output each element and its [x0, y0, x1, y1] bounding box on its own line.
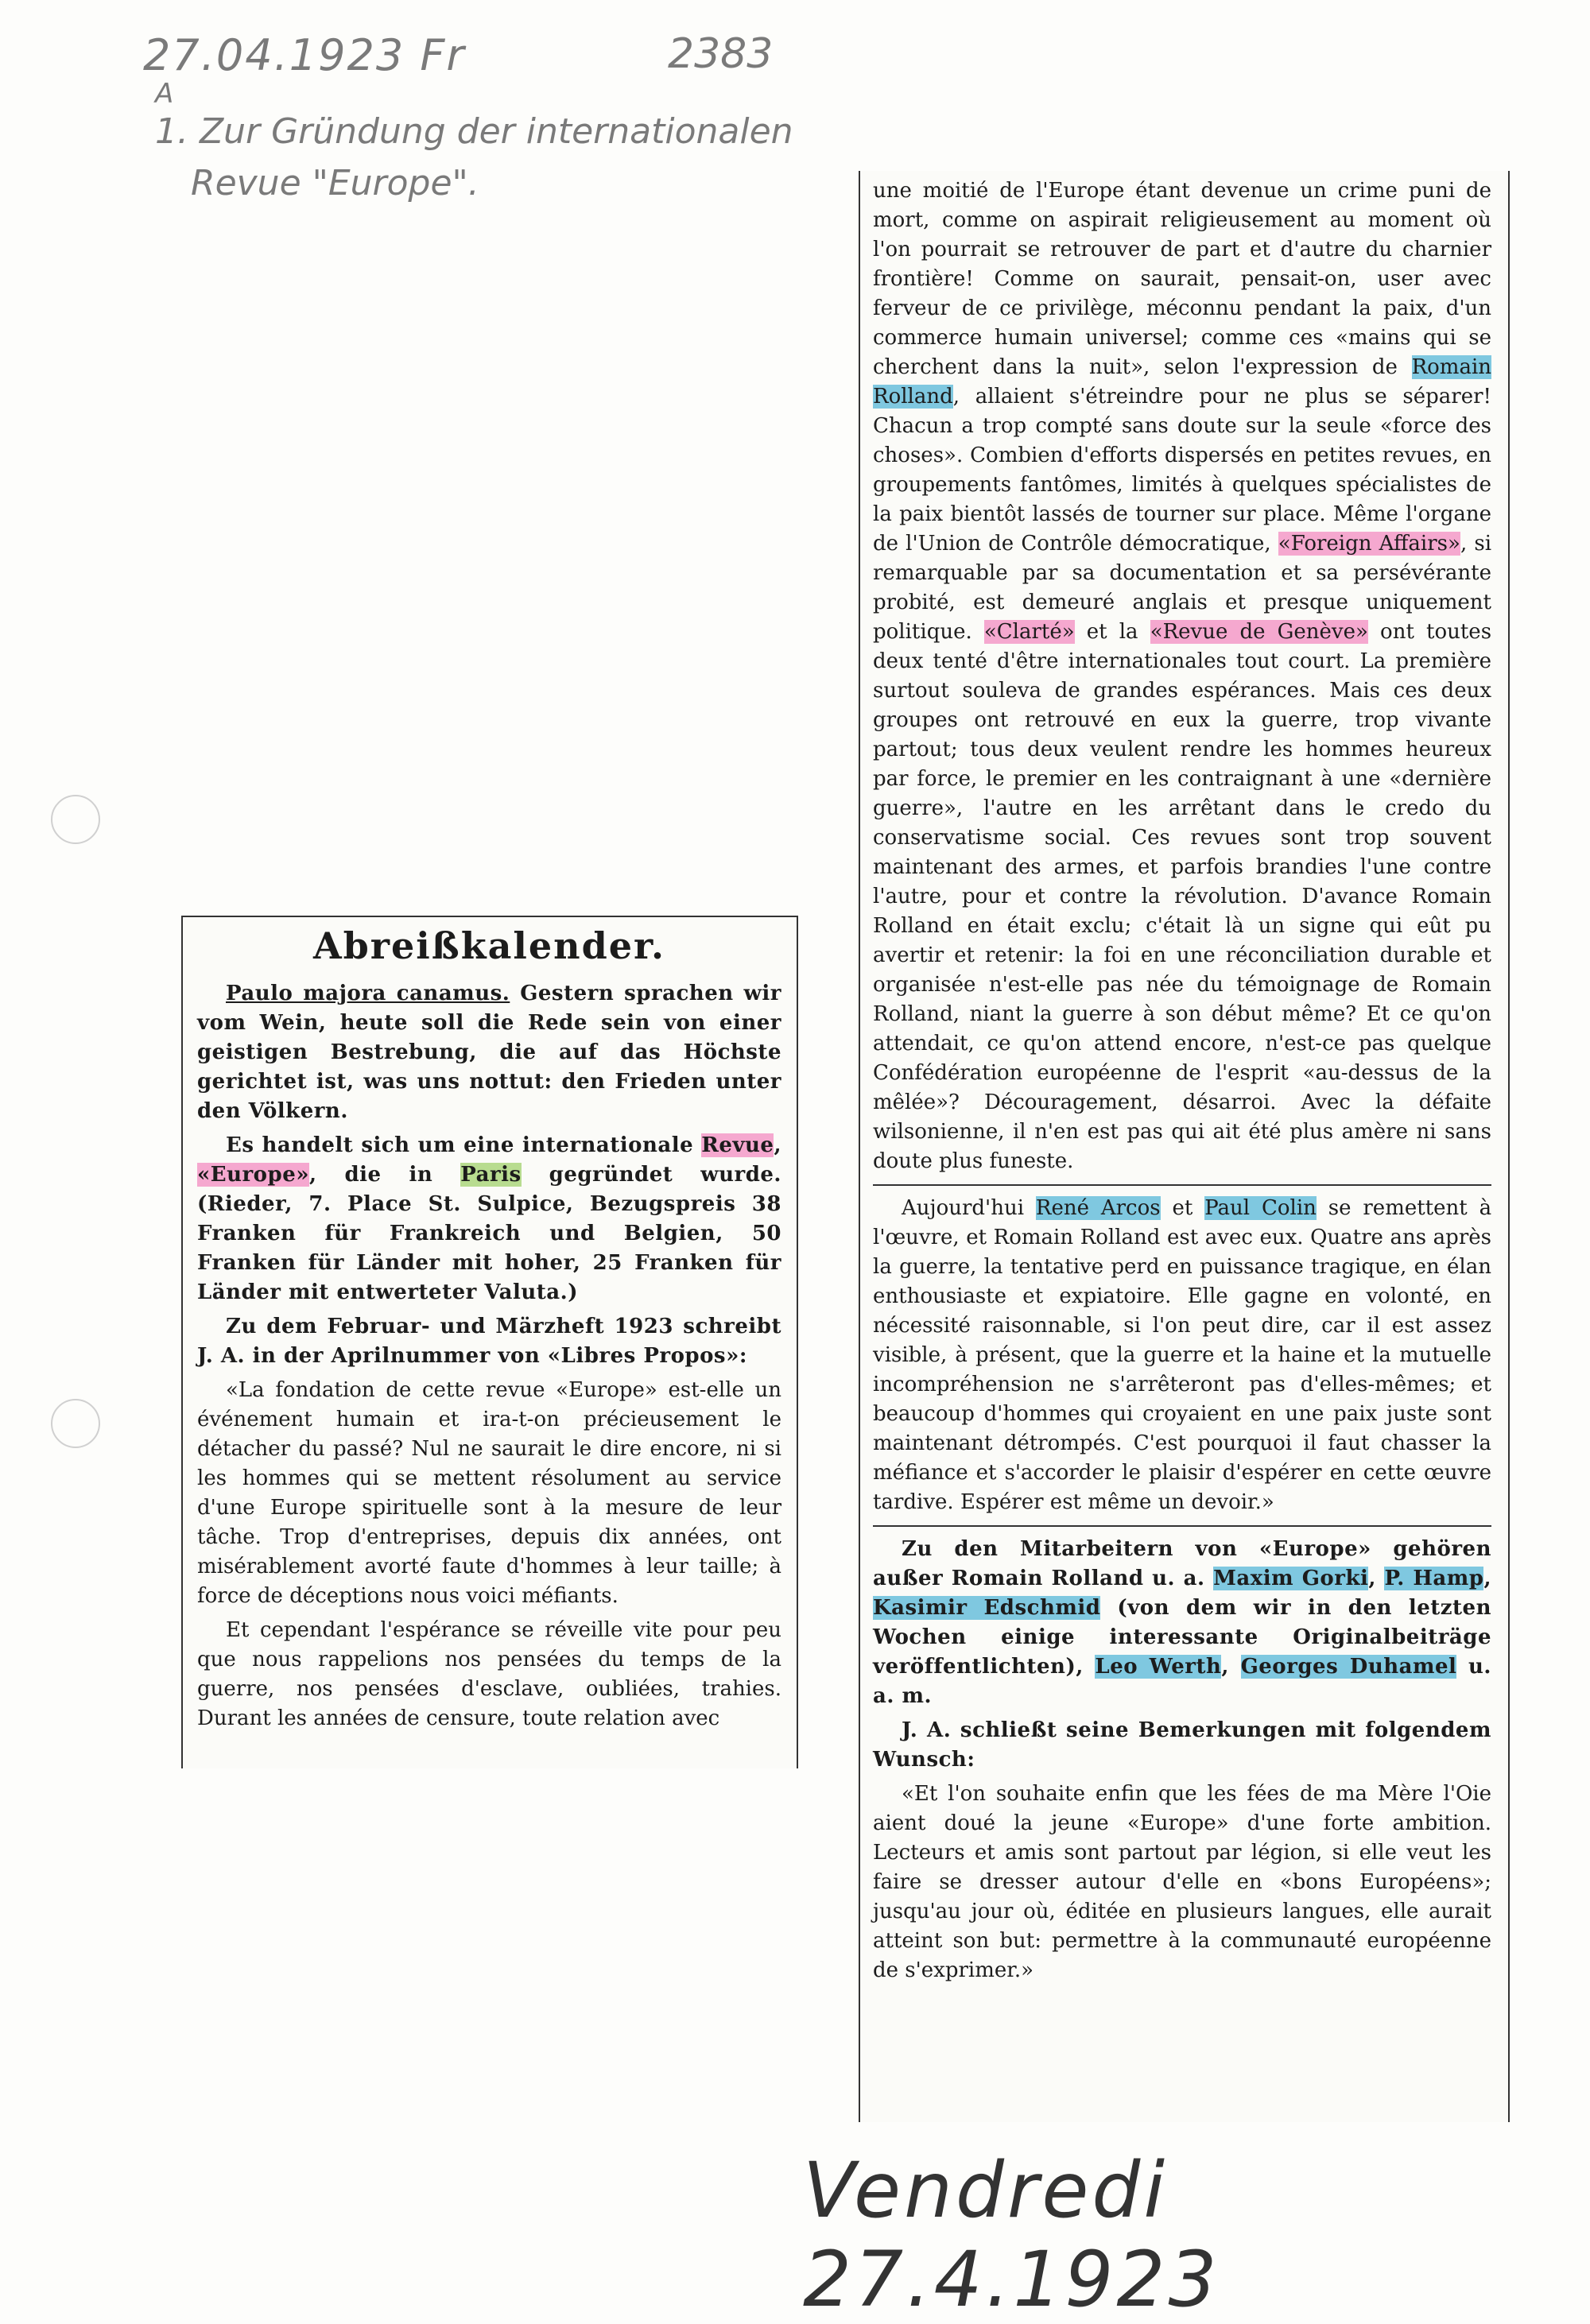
- highlight-romain-rolland: Romain Rolland: [873, 355, 1492, 409]
- text: ,: [1221, 1655, 1229, 1679]
- text: et: [1172, 1196, 1193, 1220]
- text: se remettent à l'œuvre, et Romain Rolland est avec eux. Quatre ans après la guerre, la tentative perd en puissance tragique, en élan enthousiaste et expiatoire. Elle gagne en volonté, en nécessité raisonnable, si l'on peut dire, car il est assez visible, à présent, que la guerre et la haine et la mutuelle incompréhension ne s'arrêteront pas d'elles-mêmes; et beaucoup d'hommes qui croyaient en une paix juste sont maintenant détrompés. C'est pourquoi il faut chasser la méfiance et s'accorder le plaisir d'espérer en cette œuvre tardive. Espérer est même un devoir.»: [873, 1196, 1492, 1514]
- paragraph: Zu dem Februar- und Märzheft 1923 schreibt J. A. in der Aprilnummer von «Libres Propos»:: [197, 1315, 781, 1368]
- highlight-maxim-gorki: Maxim Gorki: [1213, 1567, 1369, 1590]
- paragraph: [873, 176, 1491, 1176]
- handwritten-date: 27.04.1923 Fr: [143, 30, 466, 80]
- text: u. a. m.: [873, 1655, 1491, 1708]
- paragraph: [873, 1194, 1491, 1517]
- text: Zu den Mitarbeitern von «Europe» gehören außer Romain Rolland u. a.: [873, 1537, 1491, 1590]
- text: (von dem wir in den letzten Wochen einige interessante Originalbeiträge veröffentlichten),: [873, 1596, 1491, 1679]
- text: Es handelt sich um eine internationale: [226, 1133, 694, 1157]
- text: ,: [1483, 1567, 1491, 1590]
- highlight-kasimir-edschmid: Kasimir Edschmid: [873, 1596, 1101, 1620]
- punch-hole: [51, 1399, 100, 1448]
- divider: [873, 1184, 1491, 1186]
- highlight-paris: Paris: [460, 1163, 522, 1187]
- text: , si remarquable par sa documentation et sa persévérante probité, est demeuré anglais et presque uniquement politique.: [873, 532, 1492, 644]
- highlight-europe: «Europe»: [197, 1163, 309, 1187]
- text: et la: [1086, 620, 1138, 644]
- text: une moitié de l'Europe étant devenue un crime puni de mort, comme on aspirait religieusement au moment où l'on pourrait se retrouver de part et d'autre du charnier frontière! Comme on saurait, pensait-on, user avec ferveur de ce privilège, méconnu pendant la paix, d'un commerce humain universel; comme ces «mains qui se cherchent dans la nuit», selon l'expression de: [873, 179, 1491, 379]
- paragraph: J. A. schließt seine Bemerkungen mit folgendem Wunsch:: [873, 1718, 1491, 1772]
- highlight-clarte: «Clarté»: [983, 620, 1075, 644]
- handwritten-title-line1: 1. Zur Gründung der internationalen: [155, 111, 793, 152]
- handwritten-number: 2383: [668, 30, 774, 78]
- highlight-p-hamp: P. Hamp: [1384, 1567, 1484, 1590]
- text: Gestern sprachen wir vom Wein, heute soll die Rede sein von einer geistigen Bestrebung, die auf das Höchste gerichtet ist, was uns nottut: den Frieden unter den Völkern.: [197, 982, 782, 1123]
- paragraph: «La fondation de cette revue «Europe» est-elle un événement humain et ira-t-on précieusement le détacher du passé? Nul ne saurait le dire encore, ni si les hommes qui se mettent résolument au service d'une Europe spirituelle sont à la mesure de leur tâche. Trop d'entreprises, depuis dix années, ont misérablement avorté faute d'hommes à leur taille; à force de déceptions nous voici méfiants.: [197, 1378, 781, 1608]
- handwritten-title-line2: Revue "Europe".: [191, 163, 479, 203]
- highlight-georges-duhamel: Georges Duhamel: [1240, 1655, 1457, 1679]
- highlight-leo-werth: Leo Werth: [1095, 1655, 1222, 1679]
- text: , die in: [308, 1163, 433, 1187]
- handwritten-marker: A: [155, 78, 174, 110]
- text: ,: [774, 1133, 781, 1157]
- text: gegründet wurde. (Rieder, 7. Place St. Sulpice, Bezugspreis 38 Franken für Frankreich und Belgien, 50 Franken für Länder mit hoher, 25 Franken für Länder mit entwerteter Valuta.): [197, 1163, 781, 1304]
- clipping-title: Abreißkalender.: [312, 924, 666, 967]
- paragraph: [197, 1131, 781, 1307]
- punch-hole: [51, 795, 100, 844]
- text: , allaient s'étreindre pour ne plus se séparer! Chacun a trop compté sans doute sur la seule «force des choses». Combien d'efforts dispersés en petites revues, en groupements fantômes, limités à quelques spécialistes de la paix bientôt lassés de tourner sur place. Même l'organe de l'Union de Contrôle démocratique,: [873, 385, 1491, 556]
- paragraph: «Et l'on souhaite enfin que les fées de ma Mère l'Oie aient doué la jeune «Europe» d'une forte ambition. Lecteurs et amis sont partout par légion, si elle veut les faire se dresser autour d'elle en «bons Européens»; jusqu'au jour où, éditée en plusieurs langues, elle aurait atteint son but: permettre à la communauté européenne de s'exprimer.»: [873, 1782, 1491, 1982]
- latin-phrase: Paulo majora canamus.: [226, 982, 510, 1005]
- text: Aujourd'hui: [902, 1196, 1025, 1220]
- text: ,: [1368, 1567, 1376, 1590]
- text: ont toutes deux tenté d'être internationales tout court. La première surtout souleva de grandes espérances. Mais ces deux groupes ont retrouvé en eux la guerre, trop vivante partout; tous deux veulent rendre les hommes heureux par force, le premier en les contraignant à une «dernière guerre», l'autre en les arrêtant dans le credo du conservatisme social. Ces revues sont trop souvent maintenant des armes, et parfois brandies l'une contre l'autre, pour et contre la révolution. D'avance Romain Rolland en était exclu; c'était là un signe qui eût pu avertir et retenir: la foi en une réconciliation durable et organisée n'est-elle pas née du témoignage de Romain Rolland, niant la guerre à son début même? Et ce qu'on attendait, ce qu'on attend encore, n'est-ce pas quelque Confédération européenne de l'esprit «au-dessus de la mêlée»? Découragement, désarroi. Avec la défaite wilsonienne, il n'en est pas qui ait été plus amère ni sans doute plus funeste.: [873, 620, 1492, 1173]
- paragraph: Et cependant l'espérance se réveille vite pour peu que nous rappelions nos pensées du temps de la guerre, nos pensées d'esclave, oubliées, trahies. Durant les années de censure, toute relation avec: [197, 1618, 781, 1730]
- right-column: [873, 176, 1491, 1990]
- highlight-paul-colin: Paul Colin: [1204, 1196, 1317, 1220]
- left-column: [197, 922, 781, 1738]
- highlight-revue-de-geneve: «Revue de Genève»: [1150, 620, 1368, 644]
- highlight-foreign-affairs: «Foreign Affairs»: [1278, 532, 1460, 556]
- divider: [873, 1525, 1491, 1527]
- paragraph: [197, 979, 781, 1126]
- handwritten-bottom-date: Vendredi 27.4.1923: [803, 2146, 1220, 2324]
- highlight-rene-arcos: René Arcos: [1035, 1196, 1161, 1220]
- highlight-revue: Revue: [701, 1133, 774, 1157]
- paragraph: [873, 1535, 1491, 1711]
